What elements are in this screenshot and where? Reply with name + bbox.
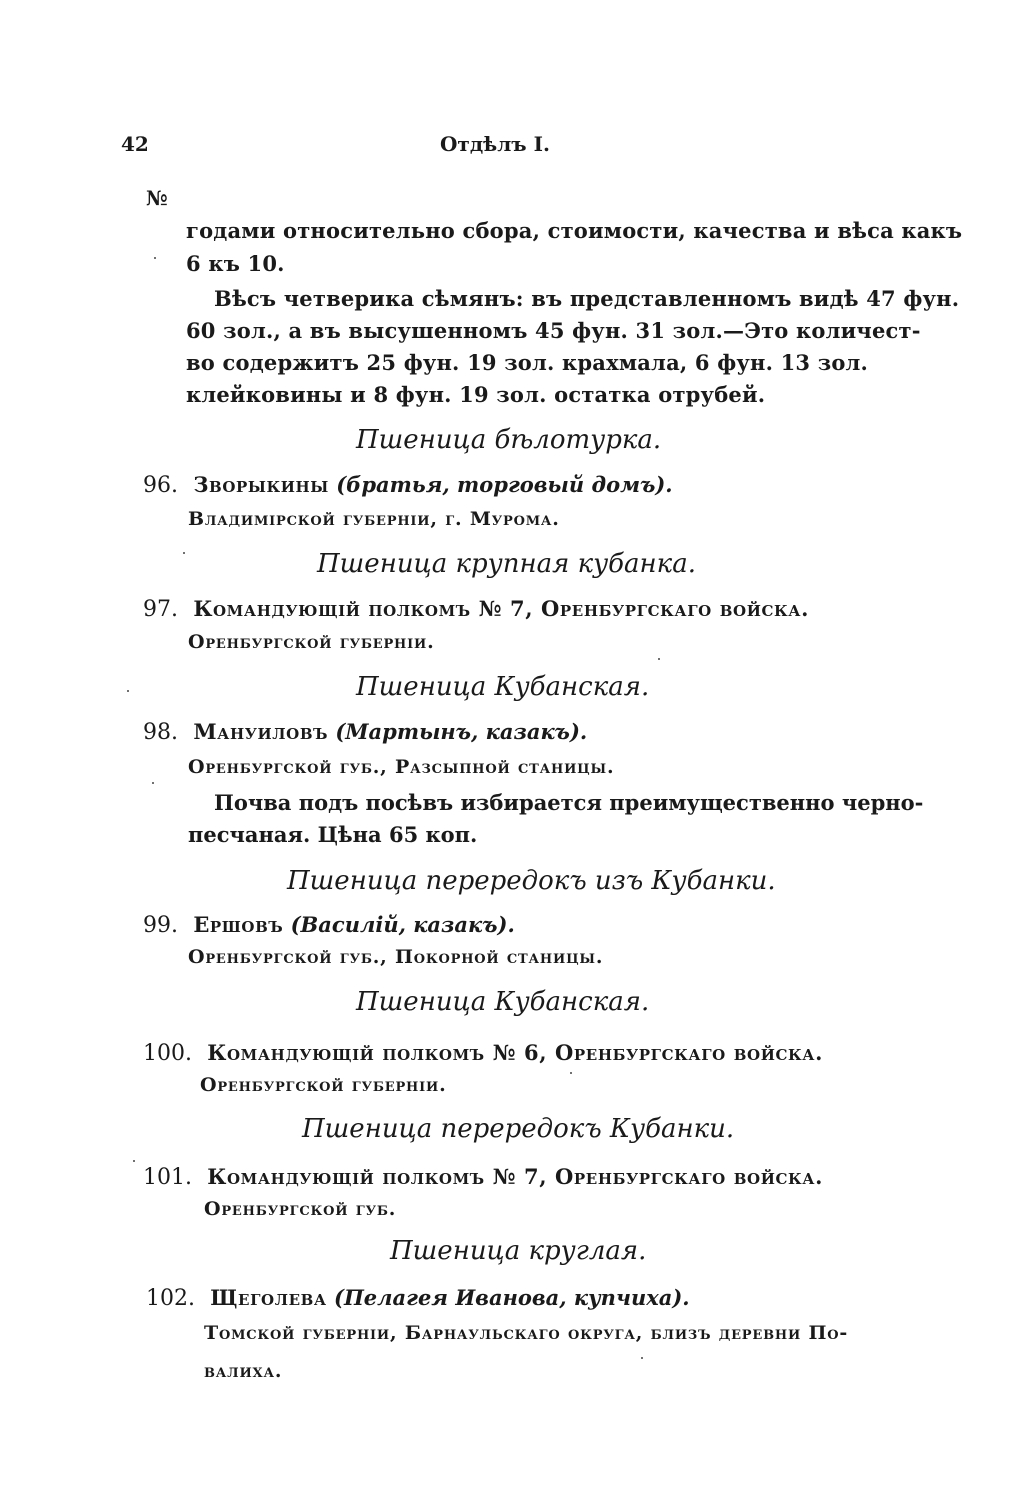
exhibitor-name: Мануиловъ: [193, 719, 329, 744]
section-title: Пшеница бѣлотурка.: [356, 425, 662, 455]
entry-line: [143, 472, 673, 498]
entry-location: Оренбургской губерніи.: [200, 1074, 447, 1096]
entry-number: 97.: [143, 597, 178, 622]
section-title: Пшеница Кубанская.: [356, 987, 650, 1017]
section-title: Пшеница круглая.: [390, 1236, 647, 1266]
exhibitor-name: Щеголева: [210, 1285, 327, 1310]
number-sign: №: [146, 186, 168, 210]
entry-line: [143, 719, 587, 745]
entry-line: [143, 596, 809, 622]
intro-line: во содержитъ 25 фун. 19 зол. крахмала, 6 фун. 13 зол.: [186, 350, 869, 375]
intro-line: клейковины и 8 фун. 19 зол. остатка отрубей.: [186, 382, 766, 407]
entry-location: Томской губерніи, Барнаульскаго округа, близъ деревни По-: [204, 1322, 849, 1344]
section-title: Пшеница крупная кубанка.: [317, 549, 696, 579]
running-header: Отдѣлъ I.: [440, 132, 550, 156]
entry-number: 101.: [143, 1165, 192, 1190]
entry-location: Оренбургской губ.: [204, 1198, 397, 1220]
entry-location: Оренбургской губ., Разсыпной станицы.: [188, 756, 615, 778]
entry-number: 102.: [146, 1286, 195, 1311]
exhibitor-description: (Василій, казакъ).: [290, 912, 515, 937]
exhibitor-name: Командующій полкомъ № 7, Оренбургскаго войска.: [207, 1164, 823, 1189]
scan-speck: [658, 658, 660, 660]
exhibitor-description: (Мартынъ, казакъ).: [335, 719, 588, 744]
entry-location: валиха.: [204, 1360, 283, 1382]
entry-note: песчаная. Цѣна 65 коп.: [188, 822, 478, 847]
exhibitor-description: (Пелагея Иванова, купчиха).: [334, 1285, 690, 1310]
scan-speck: [570, 1072, 572, 1074]
section-title: Пшеница перередокъ изъ Кубанки.: [287, 866, 776, 896]
entry-note: Почва подъ посѣвъ избирается преимущественно черно-: [214, 790, 924, 815]
scan-speck: [152, 782, 154, 784]
intro-line: годами относительно сбора, стоимости, качества и вѣса какъ: [186, 218, 963, 243]
entry-line: [146, 1285, 690, 1311]
entry-number: 96.: [143, 473, 178, 498]
entry-location: Оренбургской губерніи.: [188, 631, 435, 653]
section-title: Пшеница Кубанская.: [356, 672, 650, 702]
intro-line: Вѣсъ четверика сѣмянъ: въ представленномъ видѣ 47 фун.: [214, 286, 960, 311]
entry-number: 98.: [143, 720, 178, 745]
scan-speck: [127, 690, 129, 692]
scan-speck: [133, 1160, 135, 1162]
entry-number: 99.: [143, 913, 178, 938]
entry-line: [143, 1164, 823, 1190]
entry-line: [143, 1040, 823, 1066]
scan-speck: [641, 1357, 643, 1359]
exhibitor-name: Ершовъ: [193, 912, 284, 937]
exhibitor-name: Командующій полкомъ № 7, Оренбургскаго войска.: [193, 596, 809, 621]
intro-line: 60 зол., а въ высушенномъ 45 фун. 31 зол.—Это количест-: [186, 318, 921, 343]
entry-location: Владимірской губерніи, г. Мурома.: [188, 508, 560, 530]
exhibitor-name: Зворыкины: [193, 472, 329, 497]
entry-location: Оренбургской губ., Покорной станицы.: [188, 946, 604, 968]
exhibitor-name: Командующій полкомъ № 6, Оренбургскаго войска.: [207, 1040, 823, 1065]
entry-line: [143, 912, 515, 938]
page-number: 42: [121, 132, 149, 156]
scan-speck: [154, 257, 156, 259]
section-title: Пшеница перередокъ Кубанки.: [302, 1114, 735, 1144]
intro-line: 6 къ 10.: [186, 251, 285, 276]
entry-number: 100.: [143, 1041, 192, 1066]
exhibitor-description: (братья, торговый домъ).: [336, 472, 673, 497]
scan-speck: [183, 552, 185, 554]
